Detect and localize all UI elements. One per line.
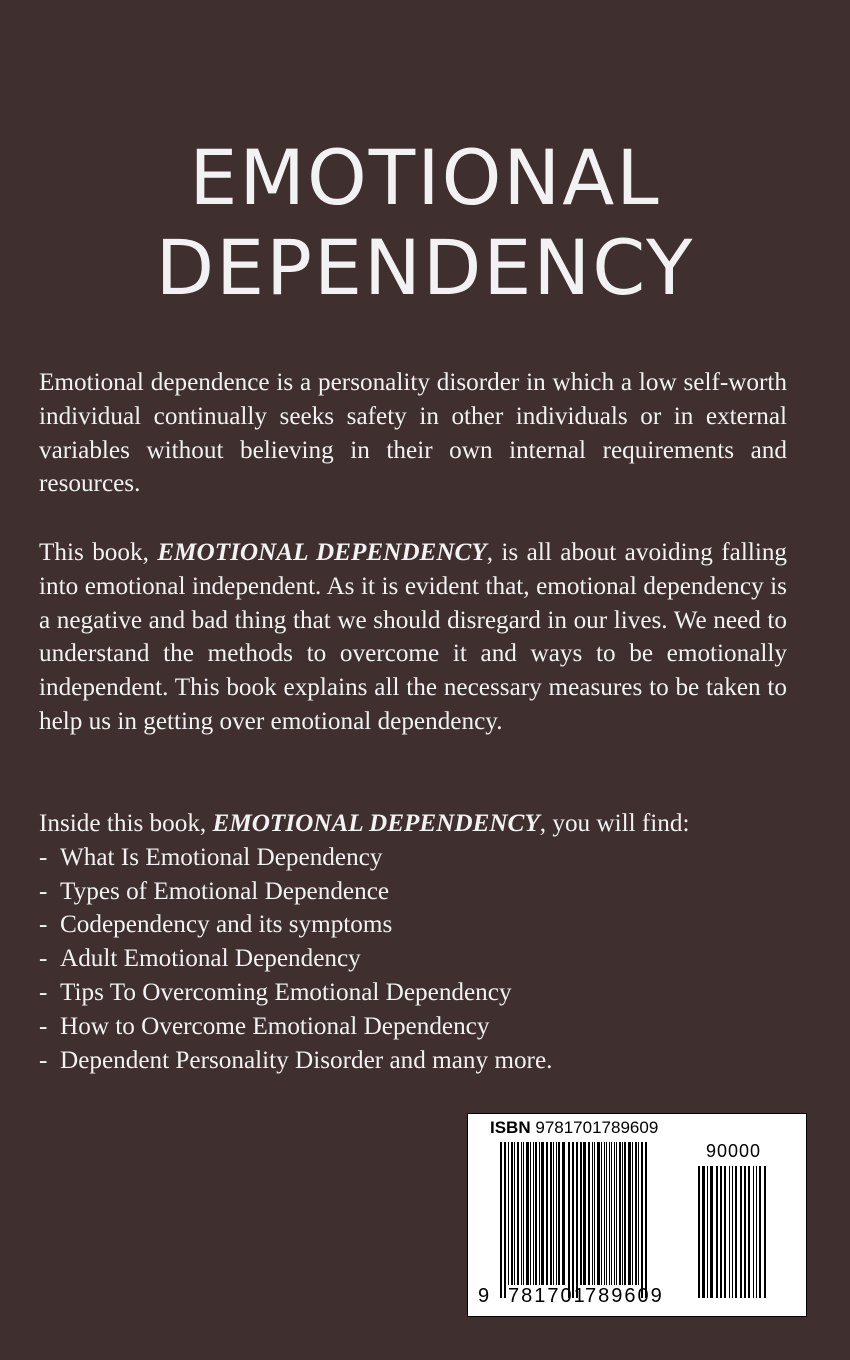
isbn-number: 9781701789609 bbox=[535, 1118, 659, 1137]
barcode-bar bbox=[539, 1142, 540, 1285]
barcode-bar bbox=[638, 1142, 639, 1285]
barcode-bar bbox=[724, 1166, 726, 1298]
list-item-text: Adult Emotional Dependency bbox=[60, 945, 361, 973]
list-item bbox=[39, 875, 787, 909]
isbn-label bbox=[490, 1118, 658, 1138]
barcode-bar bbox=[624, 1142, 626, 1285]
barcode-bar bbox=[756, 1166, 757, 1298]
paragraph-2-before: This book, bbox=[39, 539, 158, 566]
barcode-bar bbox=[710, 1166, 713, 1298]
barcode-bar bbox=[641, 1142, 643, 1298]
barcode-bar bbox=[514, 1142, 515, 1285]
barcode-bar bbox=[628, 1142, 631, 1285]
barcode-bar bbox=[583, 1142, 586, 1285]
list-item-text: How to Overcome Emotional Dependency bbox=[60, 1012, 490, 1040]
contents-list bbox=[39, 841, 787, 1078]
title-line-1: EMOTIONAL bbox=[189, 133, 661, 222]
list-item bbox=[39, 1010, 787, 1044]
barcode-bar bbox=[632, 1142, 633, 1285]
barcode-bar bbox=[604, 1142, 605, 1285]
isbn-prefix: ISBN bbox=[490, 1118, 531, 1137]
barcode-bar bbox=[597, 1142, 600, 1285]
paragraph-2-after: , is all about avoiding falling into emotional independent. As it is evident that, emotional dependency is a negative and bad thing that we should disregard in our lives. We need to understand the methods to overcome it and ways to be emotionally independent. This book explains all the necessary measures to be taken to help us in getting over emotional dependency. bbox=[39, 539, 788, 735]
list-dash: - bbox=[39, 843, 48, 871]
contents-intro-book-title: EMOTIONAL DEPENDENCY bbox=[212, 810, 540, 837]
list-dash: - bbox=[39, 945, 48, 973]
barcode-bar bbox=[744, 1166, 746, 1298]
barcode-bar bbox=[558, 1142, 560, 1285]
barcode-bar bbox=[568, 1142, 570, 1298]
list-item-text: Dependent Personality Disorder and many more. bbox=[60, 1046, 553, 1074]
contents-intro bbox=[39, 807, 787, 841]
barcode-bar bbox=[504, 1142, 506, 1298]
barcode-bar bbox=[606, 1142, 607, 1285]
barcode-bar bbox=[609, 1142, 610, 1285]
barcode-bar bbox=[635, 1142, 637, 1285]
paragraph-1-text: Emotional dependence is a personality disorder in which a low self-worth individual continually seeks safety in other individuals or in external variables without believing in their own internal requirements and resources. bbox=[39, 369, 787, 498]
paragraph-2-book-title: EMOTIONAL DEPENDENCY bbox=[157, 539, 487, 566]
list-item-text: Codependency and its symptoms bbox=[60, 911, 393, 939]
description-paragraph-2 bbox=[39, 536, 787, 739]
list-dash: - bbox=[39, 877, 48, 905]
barcode-bar bbox=[541, 1142, 544, 1285]
barcode-bar bbox=[740, 1166, 742, 1298]
list-item-text: What Is Emotional Dependency bbox=[60, 843, 383, 871]
barcode-bar bbox=[517, 1142, 519, 1285]
description-paragraph-1 bbox=[39, 366, 787, 501]
barcode-bar bbox=[601, 1142, 602, 1285]
barcode-bar bbox=[735, 1166, 737, 1298]
list-dash: - bbox=[39, 1012, 48, 1040]
barcode-bar bbox=[698, 1166, 700, 1298]
list-item bbox=[39, 841, 787, 875]
price-code: 90000 bbox=[706, 1141, 762, 1161]
barcode-bar bbox=[533, 1142, 534, 1285]
contents-intro-after: , you will find: bbox=[539, 810, 690, 837]
barcode-bar bbox=[521, 1142, 522, 1285]
barcode-bar bbox=[716, 1166, 718, 1298]
barcode-bar bbox=[508, 1142, 509, 1285]
barcode-bar bbox=[616, 1142, 617, 1285]
barcode-bar bbox=[588, 1142, 590, 1285]
list-item bbox=[39, 1044, 787, 1078]
barcode-bar bbox=[592, 1142, 593, 1285]
barcode-bar bbox=[729, 1166, 730, 1298]
barcode-bar bbox=[720, 1166, 722, 1298]
barcode-bar bbox=[572, 1142, 574, 1298]
barcode-bar bbox=[526, 1142, 529, 1285]
barcode-bar bbox=[530, 1142, 531, 1285]
list-dash: - bbox=[39, 911, 48, 939]
isbn-barcode-box bbox=[467, 1113, 807, 1317]
barcode-digit-lead: 9 bbox=[478, 1285, 492, 1307]
barcode-bar bbox=[614, 1142, 615, 1285]
barcode-bar bbox=[500, 1142, 502, 1298]
barcode-bar bbox=[759, 1166, 761, 1298]
barcode-digit-group-1: 781701 bbox=[508, 1285, 587, 1307]
barcode-bar bbox=[576, 1142, 578, 1298]
barcode-bar bbox=[556, 1142, 557, 1285]
paragraph-2-text bbox=[39, 536, 787, 739]
barcode-bar bbox=[553, 1142, 554, 1285]
list-dash: - bbox=[39, 1046, 48, 1074]
barcode-bar bbox=[702, 1166, 705, 1298]
barcode-bar bbox=[562, 1142, 565, 1285]
barcode-bar bbox=[619, 1142, 621, 1285]
barcode-bar bbox=[523, 1142, 524, 1285]
list-dash: - bbox=[39, 978, 48, 1006]
list-item bbox=[39, 908, 787, 942]
list-item bbox=[39, 942, 787, 976]
barcode-bar bbox=[511, 1142, 513, 1285]
barcode-bar bbox=[707, 1166, 708, 1298]
barcode-bar bbox=[748, 1166, 750, 1298]
barcode-bar bbox=[645, 1142, 647, 1298]
barcode-bar bbox=[732, 1166, 733, 1298]
barcode-bar bbox=[764, 1166, 766, 1298]
barcode-bar bbox=[594, 1142, 595, 1285]
barcode-bar bbox=[550, 1142, 552, 1285]
list-item-text: Types of Emotional Dependence bbox=[60, 877, 390, 905]
title-line-2: DEPENDENCY bbox=[155, 223, 695, 312]
barcode-bar bbox=[535, 1142, 537, 1285]
list-item-text: Tips To Overcoming Emotional Dependency bbox=[60, 978, 512, 1006]
list-item bbox=[39, 976, 787, 1010]
barcode-digit-group-2: 789609 bbox=[585, 1285, 664, 1307]
barcode-bar bbox=[622, 1142, 623, 1285]
barcode-bar bbox=[753, 1166, 754, 1298]
contents-section bbox=[39, 807, 787, 1077]
barcode-bar bbox=[580, 1142, 582, 1285]
barcode-bar bbox=[611, 1142, 612, 1285]
contents-intro-before: Inside this book, bbox=[39, 810, 213, 837]
barcode-bar bbox=[546, 1142, 548, 1285]
